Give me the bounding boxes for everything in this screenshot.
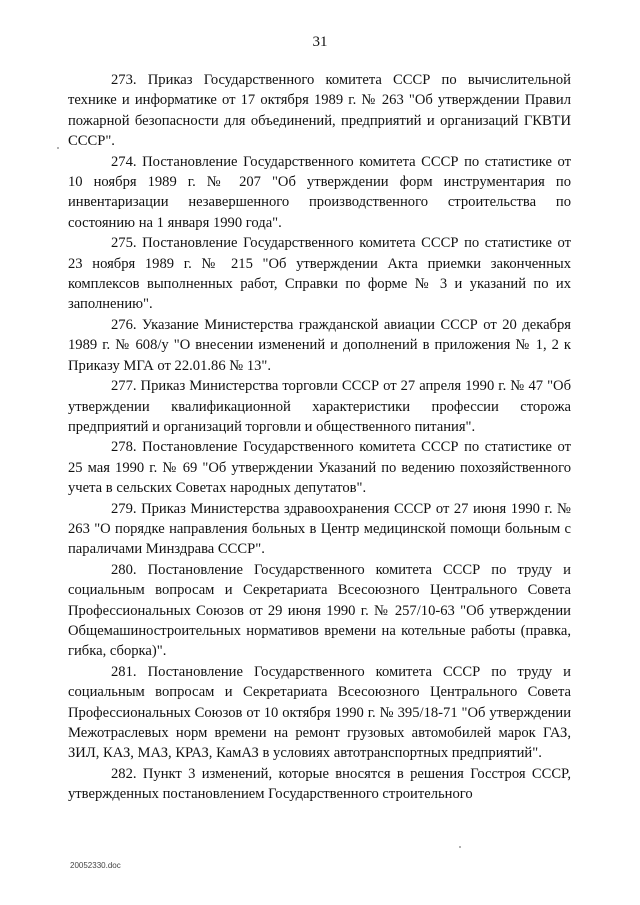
- list-item: [68, 764, 571, 805]
- item-text: Приказ Государственного комитета СССР по вычислительной технике и информатике от 17 октября 1989 г. № 263 "Об утверждении Правил пожарной безопасности для объединений, предприятий и организаций ГКВТИ СССР".: [68, 72, 571, 150]
- item-text: Постановление Государственного комитета СССР по статистике от 25 мая 1990 г. № 69 "Об утверждении Указаний по ведению похозяйственного учета в сельских Советах народных депутатов".: [68, 439, 571, 497]
- page-number: 31: [312, 34, 328, 50]
- item-number: 278.: [111, 439, 137, 456]
- list-item: [68, 315, 571, 376]
- document-body: [68, 70, 571, 805]
- item-number: 275.: [111, 235, 137, 252]
- scan-speck: [459, 846, 461, 848]
- list-item: [68, 70, 571, 152]
- item-number: 281.: [111, 663, 137, 680]
- item-number: 276.: [111, 316, 137, 333]
- list-item: [68, 499, 571, 560]
- list-item: [68, 437, 571, 498]
- item-number: 273.: [111, 72, 137, 88]
- item-text: Приказ Министерства здравоохранения СССР от 27 июня 1990 г. № 263 "О порядке направления больных в Центр медицинской помощи больным с параличами Минздрава СССР".: [68, 500, 571, 558]
- item-text: Приказ Министерства торговли СССР от 27 апреля 1990 г. № 47 "Об утверждении квалификационной характеристики профессии сторожа предприятий и организаций торговли и общественного питания".: [68, 378, 571, 435]
- item-number: 279.: [111, 500, 137, 517]
- list-item: [68, 376, 571, 437]
- list-item: [68, 662, 571, 764]
- item-number: 282.: [111, 765, 137, 782]
- item-number: 280.: [111, 561, 137, 578]
- item-text: Постановление Государственного комитета СССР по статистике от 23 ноября 1989 г. № 215 "Об утверждении Акта приемки законченных комплексов выполненных работ, Справки по форме № 3 и указаний по их заполнению".: [68, 235, 571, 313]
- item-text: Постановление Государственного комитета СССР по статистике от 10 ноября 1989 г. № 207 "Об утверждении форм инструментария по инвентаризации незавершенного производственного строительства по состоянию на 1 января 1990 года".: [68, 153, 571, 231]
- list-item: [68, 233, 571, 315]
- item-text: Указание Министерства гражданской авиации СССР от 20 декабря 1989 г. № 608/у "О внесении изменений и дополнений в приложения № 1, 2 к Приказу МГА от 22.01.86 № 13".: [68, 316, 571, 374]
- item-number: 274.: [111, 153, 137, 170]
- item-text: Постановление Государственного комитета СССР по труду и социальным вопросам и Секретариата Всесоюзного Центрального Совета Профессиональных Союзов от 10 октября 1990 г. № 395/18-71 "Об утверждении Межотраслевых норм времени на ремонт грузовых автомобилей марок ГАЗ, ЗИЛ, КАЗ, МАЗ, КРАЗ, КамАЗ в условиях автотранспортных предприятий".: [68, 663, 571, 762]
- file-name-footer: 20052330.doc: [70, 861, 121, 870]
- item-text: Пункт 3 изменений, которые вносятся в решения Госстроя СССР, утвержденных постановлением Государственного строительного: [68, 765, 571, 803]
- list-item: [68, 152, 571, 234]
- item-text: Постановление Государственного комитета СССР по труду и социальным вопросам и Секретариата Всесоюзного Центрального Совета Профессиональных Союзов от 29 июня 1990 г. № 257/10-63 "Об утверждении Общемашиностроительных нормативов времени на котельные работы (правка, гибка, сборка)".: [68, 561, 571, 660]
- scan-speck: [57, 147, 59, 149]
- list-item: [68, 560, 571, 662]
- item-number: 277.: [111, 378, 137, 395]
